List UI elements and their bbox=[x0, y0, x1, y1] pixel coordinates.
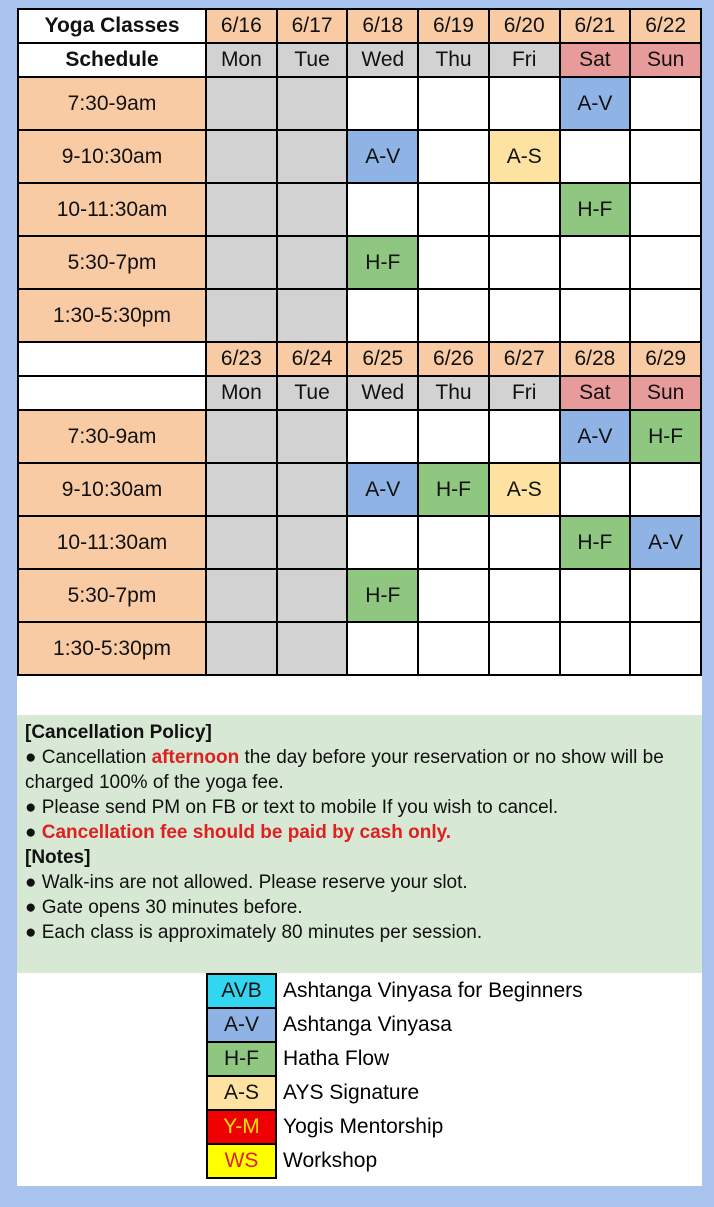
day-header: Sat bbox=[560, 376, 631, 410]
policy-emphasis-afternoon: afternoon bbox=[151, 747, 240, 768]
day-header: Wed bbox=[347, 43, 418, 77]
legend-row bbox=[207, 1042, 584, 1076]
empty-slot bbox=[418, 77, 489, 130]
date-header: 6/20 bbox=[489, 9, 560, 43]
empty-slot bbox=[630, 183, 701, 236]
closed-slot bbox=[277, 77, 348, 130]
time-slot-label: 7:30-9am bbox=[18, 77, 206, 130]
empty-slot bbox=[560, 289, 631, 342]
empty-slot bbox=[347, 410, 418, 463]
class-slot[interactable]: H-F bbox=[630, 410, 701, 463]
empty-slot bbox=[489, 183, 560, 236]
policy-line-1-suffix: the day before your reservation or no show will be charged 100% of the yoga fee. bbox=[25, 747, 664, 793]
date-header: 6/28 bbox=[560, 342, 631, 376]
note-1: ● Walk-ins are not allowed. Please reserve your slot. bbox=[25, 872, 468, 893]
time-slot-label: 7:30-9am bbox=[18, 410, 206, 463]
time-slot-row bbox=[18, 289, 701, 342]
day-header: Fri bbox=[489, 43, 560, 77]
date-header: 6/22 bbox=[630, 9, 701, 43]
legend-code: H-F bbox=[207, 1042, 276, 1076]
time-slot-row bbox=[18, 236, 701, 289]
time-slot-row bbox=[18, 77, 701, 130]
day-header: Thu bbox=[418, 43, 489, 77]
empty-slot bbox=[630, 130, 701, 183]
date-header: 6/27 bbox=[489, 342, 560, 376]
time-slot-label: 10-11:30am bbox=[18, 516, 206, 569]
note-3: ● Each class is approximately 80 minutes per session. bbox=[25, 922, 483, 943]
header-spacer bbox=[18, 342, 206, 376]
empty-slot bbox=[560, 622, 631, 675]
day-header: Mon bbox=[206, 43, 277, 77]
time-slot-row bbox=[18, 130, 701, 183]
day-header: Sun bbox=[630, 376, 701, 410]
closed-slot bbox=[277, 130, 348, 183]
class-slot[interactable]: A-S bbox=[489, 463, 560, 516]
date-header: 6/26 bbox=[418, 342, 489, 376]
class-slot[interactable]: A-V bbox=[630, 516, 701, 569]
empty-slot bbox=[418, 622, 489, 675]
legend-name: AYS Signature bbox=[283, 1081, 420, 1104]
legend-row bbox=[207, 1008, 584, 1042]
time-slot-label: 1:30-5:30pm bbox=[18, 622, 206, 675]
empty-slot bbox=[347, 289, 418, 342]
schedule-title-line-1: Yoga Classes bbox=[18, 9, 206, 43]
closed-slot bbox=[277, 236, 348, 289]
time-slot-label: 1:30-5:30pm bbox=[18, 289, 206, 342]
empty-slot bbox=[630, 622, 701, 675]
legend-code: WS bbox=[207, 1144, 276, 1178]
legend-code: A-S bbox=[207, 1076, 276, 1110]
closed-slot bbox=[277, 622, 348, 675]
time-slot-label: 9-10:30am bbox=[18, 463, 206, 516]
time-slot-row bbox=[18, 516, 701, 569]
date-header: 6/21 bbox=[560, 9, 631, 43]
day-header: Wed bbox=[347, 376, 418, 410]
policy-heading: [Cancellation Policy] bbox=[25, 722, 212, 743]
note-2: ● Gate opens 30 minutes before. bbox=[25, 897, 303, 918]
empty-slot bbox=[418, 183, 489, 236]
notes-heading: [Notes] bbox=[25, 847, 91, 868]
date-header: 6/23 bbox=[206, 342, 277, 376]
closed-slot bbox=[206, 130, 277, 183]
legend-name: Hatha Flow bbox=[283, 1047, 390, 1070]
time-slot-label: 9-10:30am bbox=[18, 130, 206, 183]
day-header: Sun bbox=[630, 43, 701, 77]
empty-slot bbox=[630, 236, 701, 289]
empty-slot bbox=[489, 289, 560, 342]
closed-slot bbox=[277, 569, 348, 622]
policy-line-1-prefix: ● Cancellation bbox=[25, 747, 152, 768]
empty-slot bbox=[560, 463, 631, 516]
class-slot[interactable]: H-F bbox=[347, 236, 418, 289]
empty-slot bbox=[347, 77, 418, 130]
empty-slot bbox=[418, 130, 489, 183]
time-slot-label: 10-11:30am bbox=[18, 183, 206, 236]
legend-code: AVB bbox=[207, 974, 276, 1008]
time-slot-row bbox=[18, 183, 701, 236]
policy-cash-only: Cancellation fee should be paid by cash only. bbox=[41, 822, 452, 843]
empty-slot bbox=[630, 569, 701, 622]
class-slot[interactable]: A-S bbox=[489, 130, 560, 183]
policy-section bbox=[17, 715, 702, 973]
time-slot-row bbox=[18, 622, 701, 675]
time-slot-label: 5:30-7pm bbox=[18, 236, 206, 289]
time-slot-row bbox=[18, 463, 701, 516]
time-slot-label: 5:30-7pm bbox=[18, 569, 206, 622]
empty-slot bbox=[560, 130, 631, 183]
time-slot-row bbox=[18, 569, 701, 622]
policy-line-3 bbox=[25, 820, 694, 845]
legend-name: Ashtanga Vinyasa bbox=[283, 1013, 452, 1036]
day-header: Sat bbox=[560, 43, 631, 77]
date-header: 6/29 bbox=[630, 342, 701, 376]
legend-row bbox=[207, 1076, 584, 1110]
legend-row bbox=[207, 1144, 584, 1178]
closed-slot bbox=[206, 183, 277, 236]
date-header: 6/24 bbox=[277, 342, 348, 376]
class-legend bbox=[206, 973, 585, 1179]
empty-slot bbox=[630, 77, 701, 130]
empty-slot bbox=[560, 569, 631, 622]
policy-line-2: ● Please send PM on FB or text to mobile If you wish to cancel. bbox=[25, 797, 559, 818]
day-header: Fri bbox=[489, 376, 560, 410]
empty-slot bbox=[418, 289, 489, 342]
empty-slot bbox=[489, 569, 560, 622]
closed-slot bbox=[206, 516, 277, 569]
day-header: Tue bbox=[277, 376, 348, 410]
day-header: Tue bbox=[277, 43, 348, 77]
closed-slot bbox=[277, 410, 348, 463]
class-slot[interactable]: A-V bbox=[347, 463, 418, 516]
date-header: 6/17 bbox=[277, 9, 348, 43]
legend-code: Y-M bbox=[207, 1110, 276, 1144]
empty-slot bbox=[418, 410, 489, 463]
class-slot[interactable]: A-V bbox=[560, 410, 631, 463]
day-header: Thu bbox=[418, 376, 489, 410]
closed-slot bbox=[206, 410, 277, 463]
empty-slot bbox=[489, 410, 560, 463]
date-header: 6/16 bbox=[206, 9, 277, 43]
legend-code: A-V bbox=[207, 1008, 276, 1042]
empty-slot bbox=[347, 183, 418, 236]
legend-row bbox=[207, 1110, 584, 1144]
date-header: 6/19 bbox=[418, 9, 489, 43]
schedule-table bbox=[17, 8, 702, 676]
empty-slot bbox=[418, 516, 489, 569]
empty-slot bbox=[347, 516, 418, 569]
schedule-title-line-2: Schedule bbox=[18, 43, 206, 77]
closed-slot bbox=[206, 622, 277, 675]
closed-slot bbox=[277, 463, 348, 516]
schedule-sheet bbox=[17, 8, 702, 1186]
closed-slot bbox=[206, 569, 277, 622]
empty-slot bbox=[489, 236, 560, 289]
legend-name: Workshop bbox=[283, 1149, 378, 1172]
class-slot[interactable]: H-F bbox=[560, 183, 631, 236]
class-slot[interactable]: H-F bbox=[347, 569, 418, 622]
closed-slot bbox=[277, 516, 348, 569]
class-slot[interactable]: A-V bbox=[347, 130, 418, 183]
header-spacer bbox=[18, 376, 206, 410]
class-slot[interactable]: H-F bbox=[418, 463, 489, 516]
closed-slot bbox=[277, 183, 348, 236]
day-header: Mon bbox=[206, 376, 277, 410]
class-slot[interactable]: A-V bbox=[560, 77, 631, 130]
time-slot-row bbox=[18, 410, 701, 463]
empty-slot bbox=[630, 463, 701, 516]
policy-line-3-bullet: ● bbox=[25, 822, 42, 843]
legend-name: Ashtanga Vinyasa for Beginners bbox=[283, 979, 583, 1002]
closed-slot bbox=[206, 236, 277, 289]
date-header: 6/18 bbox=[347, 9, 418, 43]
empty-slot bbox=[489, 77, 560, 130]
closed-slot bbox=[206, 289, 277, 342]
empty-slot bbox=[489, 622, 560, 675]
closed-slot bbox=[206, 463, 277, 516]
closed-slot bbox=[277, 289, 348, 342]
class-slot[interactable]: H-F bbox=[560, 516, 631, 569]
empty-slot bbox=[418, 236, 489, 289]
policy-line-1 bbox=[25, 745, 694, 795]
legend-row bbox=[207, 974, 584, 1008]
empty-slot bbox=[560, 236, 631, 289]
empty-slot bbox=[630, 289, 701, 342]
empty-slot bbox=[489, 516, 560, 569]
empty-slot bbox=[418, 569, 489, 622]
legend-name: Yogis Mentorship bbox=[283, 1115, 444, 1138]
empty-slot bbox=[347, 622, 418, 675]
date-header: 6/25 bbox=[347, 342, 418, 376]
closed-slot bbox=[206, 77, 277, 130]
